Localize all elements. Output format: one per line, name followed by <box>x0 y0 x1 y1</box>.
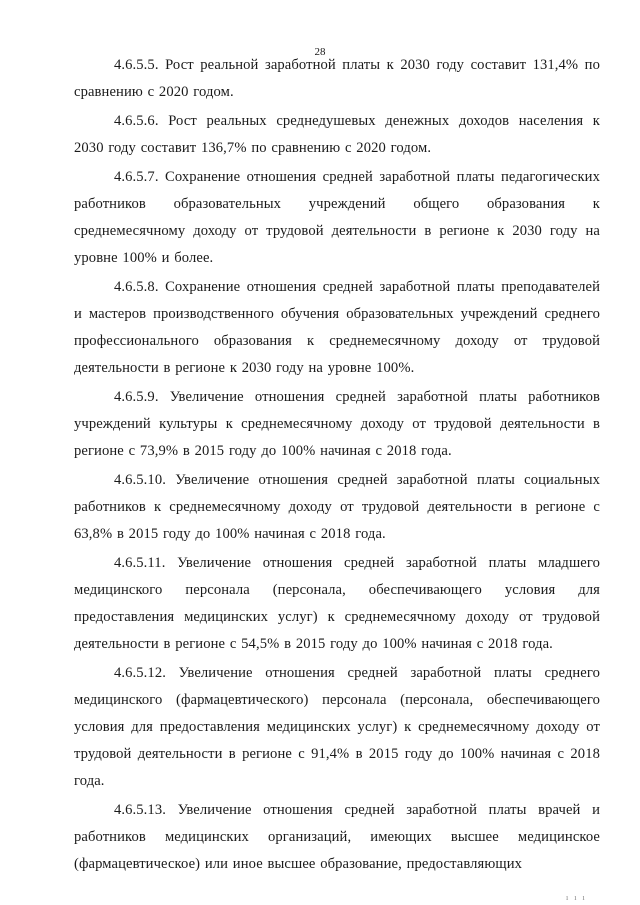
paragraph-4-6-5-12: 4.6.5.12. Увеличение отношения средней заработной платы среднего медицинского (фармацевтического) персонала (персонала, обеспечивающего условия для предоставления медицинских услуг) к среднемесячному доходу от трудовой деятельности в регионе с 91,4% в 2015 году до 100% начиная с 2018 года. <box>74 665 600 789</box>
paragraph-4-6-5-11: 4.6.5.11. Увеличение отношения средней заработной платы младшего медицинского персонала (персонала, обеспечивающего условия для предоставления медицинских услуг) к среднемесячному доходу от трудовой деятельности в регионе с 54,5% в 2015 году до 100% начиная с 2018 года. <box>74 555 600 652</box>
paragraph-4-6-5-9: 4.6.5.9. Увеличение отношения средней заработной платы работников учреждений культуры к среднемесячному доходу от трудовой деятельности в регионе с 73,9% в 2015 году до 100% начиная с 2018 года. <box>74 389 600 459</box>
paragraph-4-6-5-6: 4.6.5.6. Рост реальных среднедушевых денежных доходов населения к 2030 году составит 136,7% по сравнению с 2020 годом. <box>74 113 600 156</box>
paragraph-4-6-5-13: 4.6.5.13. Увеличение отношения средней заработной платы врачей и работников медицинских организаций, имеющих высшее медицинское (фармацевтическое) или иное высшее образование, предоставляющих <box>74 802 600 872</box>
paragraph-4-6-5-7: 4.6.5.7. Сохранение отношения средней заработной платы педагогических работников образовательных учреждений общего образования к среднемесячному доходу от трудовой деятельности в регионе к 2030 году на уровне 100% и более. <box>74 169 600 266</box>
document-body <box>74 52 600 880</box>
page-number: 28 <box>314 46 326 58</box>
paragraph-4-6-5-5: 4.6.5.5. Рост реальной заработной платы к 2030 году составит 131,4% по сравнению с 2020 годом. <box>74 57 600 100</box>
paragraph-4-6-5-10: 4.6.5.10. Увеличение отношения средней заработной платы социальных работников к среднемесячному доходу от трудовой деятельности в регионе с 63,8% в 2015 году до 100% начиная с 2018 года. <box>74 472 600 542</box>
scan-corner-mark: ı ı ı <box>566 893 587 902</box>
paragraph-4-6-5-8: 4.6.5.8. Сохранение отношения средней заработной платы преподавателей и мастеров производственного обучения образовательных учреждений среднего профессионального образования к среднемесячному доходу от трудовой деятельности в регионе к 2030 году на уровне 100%. <box>74 279 600 376</box>
